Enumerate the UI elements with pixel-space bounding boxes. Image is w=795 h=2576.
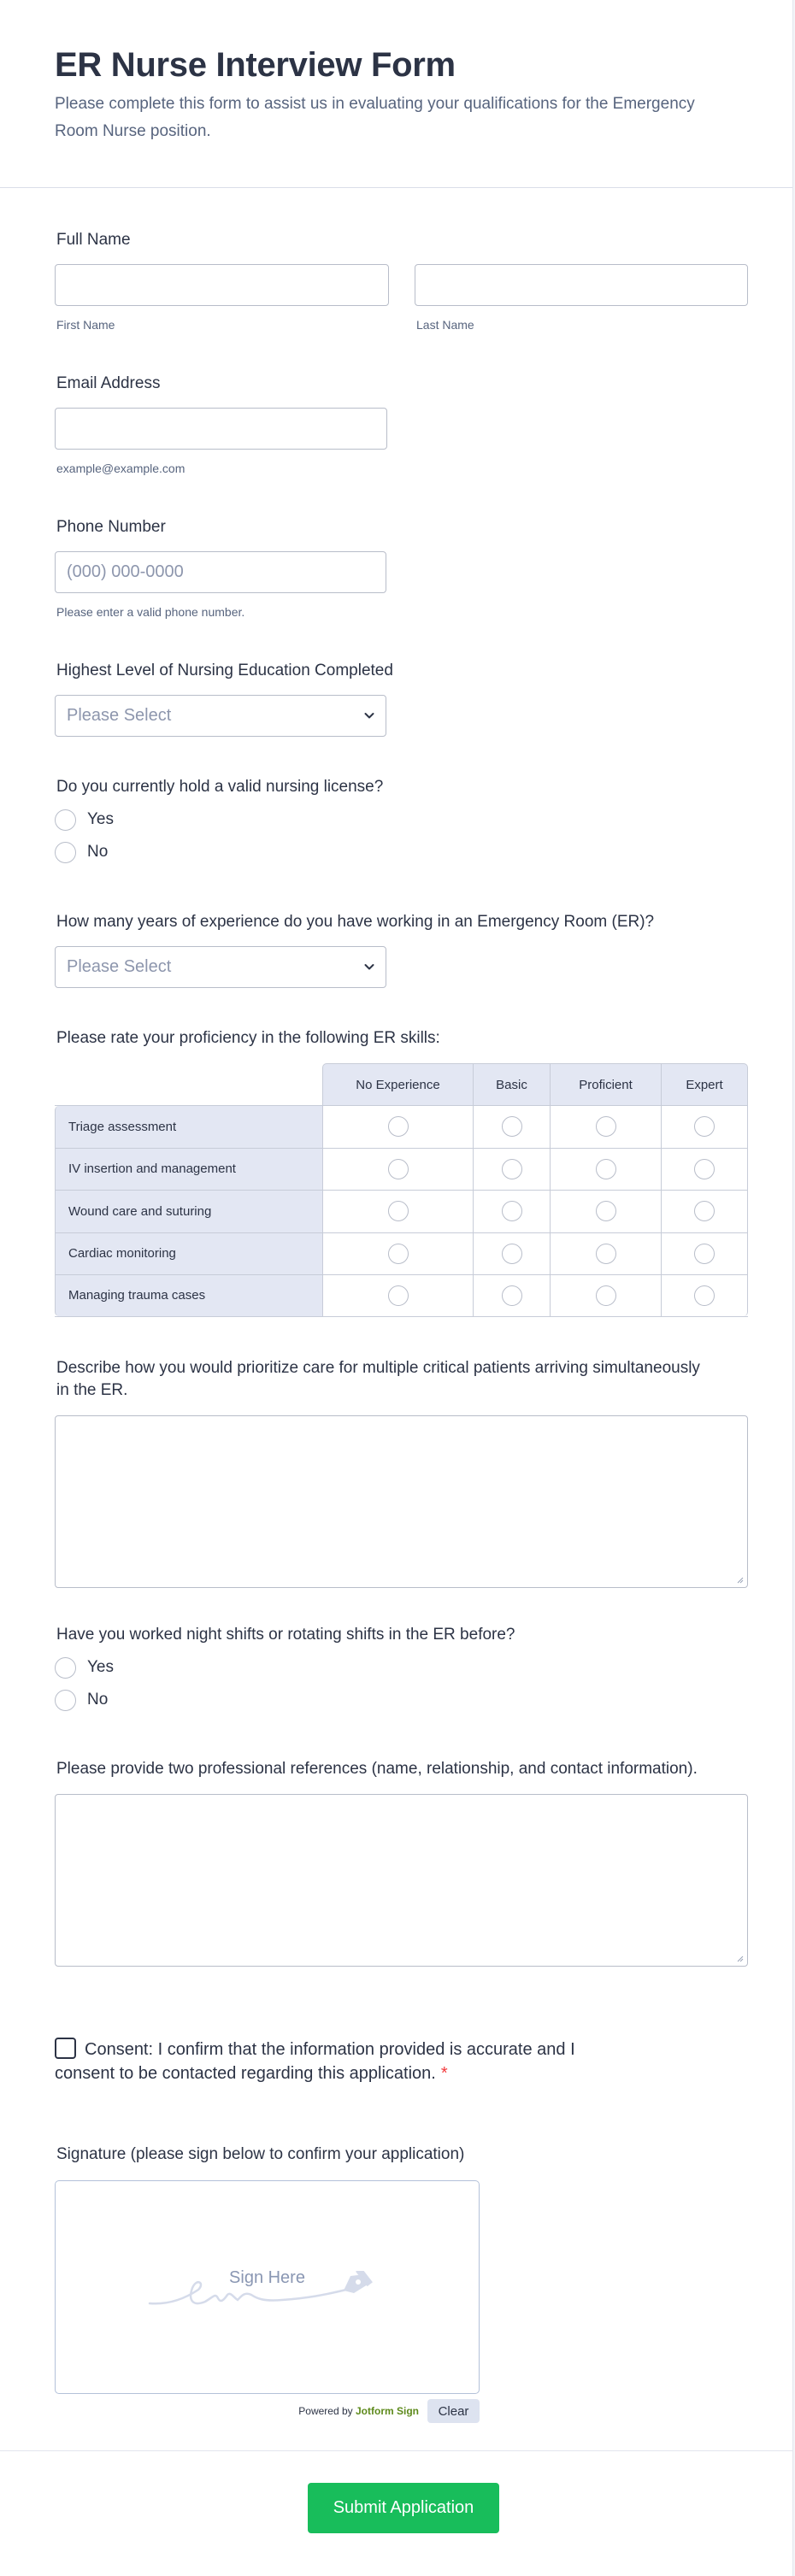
sign-here-placeholder: Sign Here [229,2268,305,2287]
radio-button[interactable] [55,1657,76,1679]
radio-button[interactable] [55,842,76,863]
matrix-cell[interactable] [322,1233,473,1275]
form-header [0,0,792,188]
matrix-cell[interactable] [550,1191,661,1232]
radio-button[interactable] [388,1116,409,1137]
matrix-cell[interactable] [473,1191,550,1232]
email-field [55,373,387,475]
radio-button[interactable] [388,1201,409,1221]
education-label: Highest Level of Nursing Education Completed [56,662,393,679]
matrix-cell[interactable] [661,1106,748,1148]
license-field [55,776,383,863]
signature-footer [55,2399,480,2423]
form-title: ER Nurse Interview Form [55,46,456,84]
prioritize-label: Describe how you would prioritize care for multiple critical patients arriving simultaneously in the ER. [56,1359,700,1399]
phone-input[interactable] [55,551,386,593]
skills-matrix-label: Please rate your proficiency in the following ER skills: [56,1029,440,1047]
radio-button[interactable] [502,1159,522,1179]
radio-button[interactable] [596,1116,616,1137]
matrix-cell[interactable] [322,1149,473,1191]
matrix-body [55,1105,748,1317]
submit-button[interactable]: Submit Application [308,2483,499,2533]
resize-handle-icon[interactable] [737,1577,744,1584]
radio-button[interactable] [388,1244,409,1264]
matrix-row [55,1274,748,1317]
night-shifts-option-yes[interactable] [55,1656,515,1679]
matrix-row-label: IV insertion and management [55,1149,322,1191]
matrix-col-no-experience: No Experience [322,1063,473,1105]
radio-label: No [87,1691,109,1709]
matrix-row-label: Triage assessment [55,1106,322,1148]
prioritize-textarea[interactable] [55,1415,748,1588]
radio-button[interactable] [388,1285,409,1306]
radio-button[interactable] [502,1244,522,1264]
license-option-yes[interactable] [55,809,383,831]
jotform-sign-brand: Jotform Sign [356,2405,419,2417]
references-label: Please provide two professional references (name, relationship, and contact information). [56,1760,698,1778]
matrix-cell[interactable] [550,1106,661,1148]
radio-label: No [87,843,109,861]
consent-text: Consent: I confirm that the information provided is accurate and I consent to be contacted regarding this application. [55,2040,575,2083]
radio-button[interactable] [596,1201,616,1221]
license-label: Do you currently hold a valid nursing license? [56,778,384,796]
matrix-cell[interactable] [661,1191,748,1232]
matrix-cell[interactable] [550,1149,661,1191]
form-description: Please complete this form to assist us in evaluating your qualifications for the Emergency Room Nurse position. [55,95,695,140]
radio-button[interactable] [502,1116,522,1137]
radio-button[interactable] [694,1116,715,1137]
experience-selected-value: Please Select [67,957,172,976]
phone-label: Phone Number [56,518,166,536]
matrix-row [55,1190,748,1232]
education-field [55,660,393,737]
clear-signature-button[interactable]: Clear [427,2399,480,2423]
matrix-cell[interactable] [661,1149,748,1191]
radio-label: Yes [87,1658,114,1676]
radio-button[interactable] [388,1159,409,1179]
required-asterisk: * [440,2064,448,2083]
matrix-row-label: Cardiac monitoring [55,1233,322,1275]
phone-field [55,516,386,619]
phone-sublabel: Please enter a valid phone number. [56,605,245,619]
matrix-col-basic: Basic [473,1063,550,1105]
radio-button[interactable] [596,1159,616,1179]
first-name-sublabel: First Name [56,318,115,332]
prioritize-field [55,1357,748,1588]
radio-label: Yes [87,810,114,828]
radio-button[interactable] [502,1285,522,1306]
signature-pad[interactable] [55,2180,480,2394]
full-name-field [55,229,748,332]
matrix-cell[interactable] [322,1275,473,1316]
matrix-cell[interactable] [322,1106,473,1148]
chevron-down-icon [362,960,376,973]
matrix-col-expert: Expert [661,1063,748,1105]
email-input[interactable] [55,408,387,450]
radio-button[interactable] [502,1201,522,1221]
radio-button[interactable] [694,1285,715,1306]
night-shifts-option-no[interactable] [55,1689,515,1711]
radio-button[interactable] [596,1244,616,1264]
experience-field [55,911,654,988]
license-option-no[interactable] [55,841,383,863]
full-name-label: Full Name [56,231,131,249]
matrix-row [55,1148,748,1191]
resize-handle-icon[interactable] [737,1956,744,1962]
last-name-sublabel: Last Name [416,318,474,332]
consent-checkbox[interactable] [55,2038,76,2059]
matrix-cell[interactable] [473,1149,550,1191]
skills-matrix [55,1063,748,1317]
matrix-cell[interactable] [473,1106,550,1148]
matrix-row [55,1105,748,1148]
matrix-cell[interactable] [661,1233,748,1275]
matrix-cell[interactable] [322,1191,473,1232]
night-shifts-label: Have you worked night shifts or rotating shifts in the ER before? [56,1626,515,1644]
matrix-header [322,1063,748,1105]
matrix-row-label: Wound care and suturing [55,1191,322,1232]
last-name-input[interactable] [415,264,748,306]
powered-by-text [298,2405,419,2417]
matrix-cell[interactable] [473,1275,550,1316]
radio-button[interactable] [55,1690,76,1711]
matrix-cell[interactable] [473,1233,550,1275]
radio-button[interactable] [694,1244,715,1264]
radio-button[interactable] [55,809,76,831]
matrix-cell[interactable] [550,1275,661,1316]
powered-by-prefix: Powered by [298,2405,353,2417]
references-field [55,1758,748,1967]
form-footer [0,2450,793,2576]
education-select[interactable] [55,695,386,737]
radio-button[interactable] [694,1201,715,1221]
matrix-cell[interactable] [661,1275,748,1316]
matrix-row [55,1232,748,1275]
radio-button[interactable] [596,1285,616,1306]
chevron-down-icon [362,709,376,722]
signature-label: Signature (please sign below to confirm your application) [56,2145,465,2163]
experience-label: How many years of experience do you have working in an Emergency Room (ER)? [56,913,655,931]
education-selected-value: Please Select [67,706,172,725]
references-textarea[interactable] [55,1794,748,1967]
email-sublabel: example@example.com [56,462,186,475]
signature-field [55,2144,480,2423]
first-name-input[interactable] [55,264,389,306]
matrix-row-label: Managing trauma cases [55,1275,322,1316]
skills-matrix-label-wrap [55,1027,440,1050]
email-label: Email Address [56,374,161,392]
radio-button[interactable] [694,1159,715,1179]
experience-select[interactable] [55,946,386,988]
matrix-cell[interactable] [550,1233,661,1275]
night-shifts-field [55,1624,515,1711]
matrix-col-proficient: Proficient [550,1063,661,1105]
consent-field [55,2038,636,2085]
